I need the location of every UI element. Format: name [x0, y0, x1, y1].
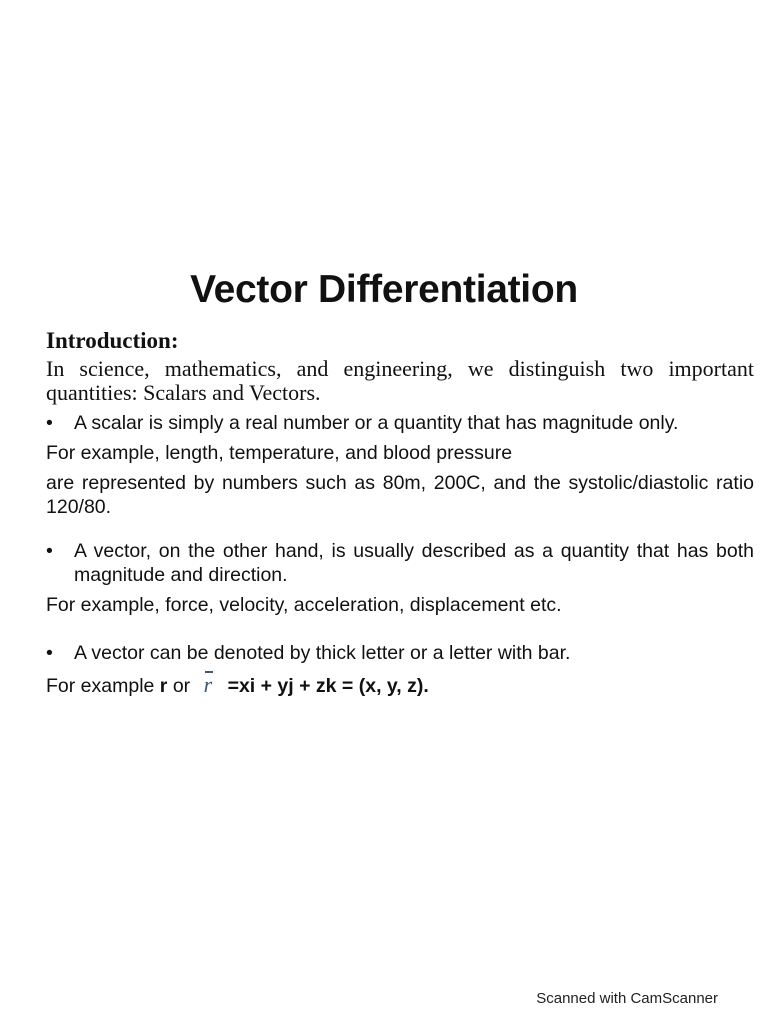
notation-bullet [46, 641, 754, 665]
vector-bullet-text: A vector, on the other hand, is usually described as a quantity that has both magnitude and direction. [74, 540, 754, 586]
or-text: or [172, 675, 191, 697]
vector-formula: =xi + yj + zk = (x, y, z). [227, 675, 429, 697]
vector-bullet [46, 539, 754, 587]
bold-r: r [159, 675, 168, 697]
content-body [46, 326, 754, 698]
vector-example-line: For example, force, velocity, acceleration, displacement etc. [46, 594, 562, 616]
r-bar-symbol: r [203, 672, 213, 697]
bullet-dot: • [46, 540, 53, 562]
page-title: Vector Differentiation [190, 268, 578, 311]
scalar-bullet [46, 411, 754, 435]
scalar-represented-text: are represented by numbers such as 80m, 200C, and the systolic/diastolic ratio 120/80. [46, 472, 754, 518]
notation-bullet-text: A vector can be denoted by thick letter or a letter with bar. [74, 642, 571, 664]
example-prefix: For example [46, 675, 155, 697]
bullet-dot: • [46, 412, 53, 434]
bullet-dot: • [46, 642, 53, 664]
scalar-bullet-text: A scalar is simply a real number or a quantity that has magnitude only. [74, 412, 679, 434]
camscanner-watermark: Scanned with CamScanner [536, 990, 718, 1007]
notation-example-line [46, 671, 754, 698]
intro-paragraph: In science, mathematics, and engineering, we distinguish two important quantities: Scalars and Vectors. [46, 356, 754, 405]
scalar-example-line: For example, length, temperature, and blood pressure [46, 442, 513, 464]
intro-heading: Introduction: [46, 328, 179, 353]
